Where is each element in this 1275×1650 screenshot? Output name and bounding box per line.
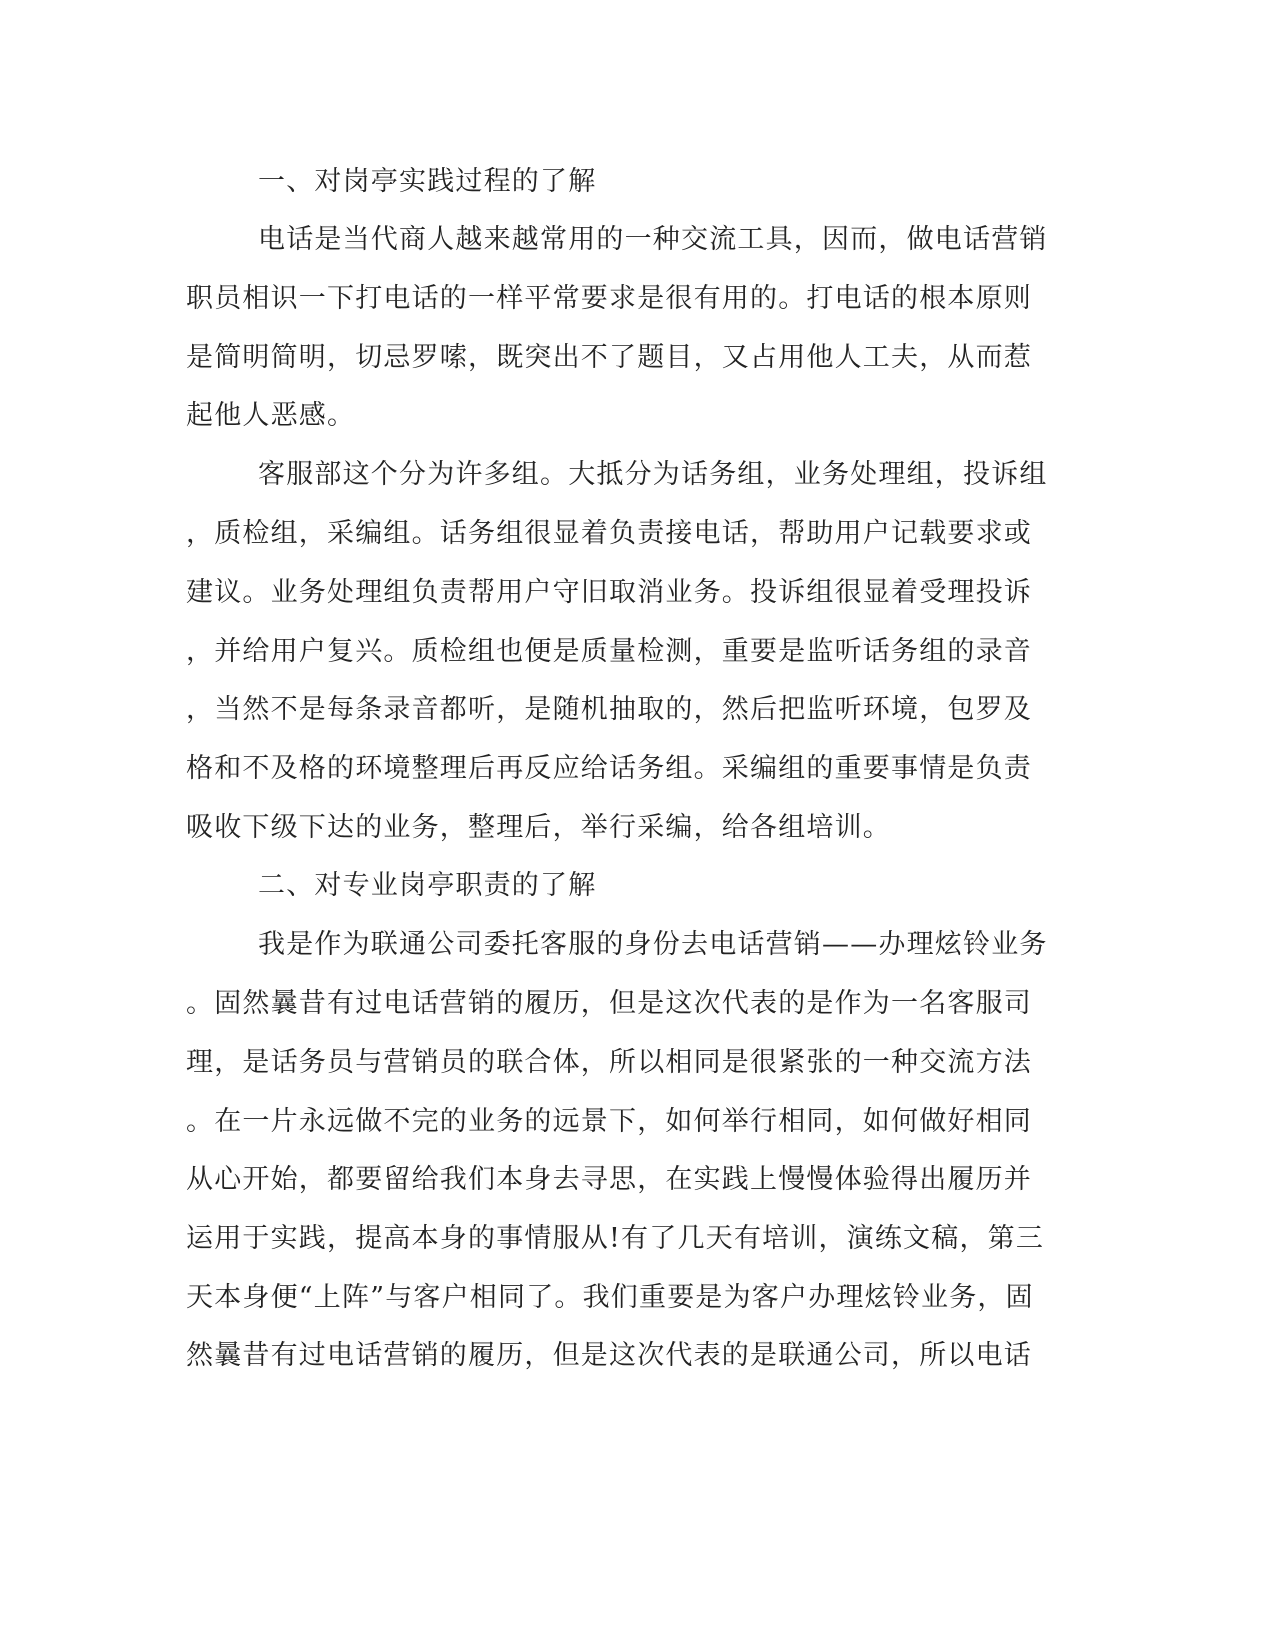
paragraph-line: ，当然不是每条录音都听，是随机抽取的，然后把监听环境，包罗及 [186,694,1032,725]
paragraph-line: 建议。业务处理组负责帮用户守旧取消业务。投诉组很显着受理投诉 [186,577,1032,608]
paragraph-line: 吸收下级下达的业务，整理后，举行采编，给各组培训。 [186,812,891,843]
paragraph-line: 。在一片永远做不完的业务的远景下，如何举行相同，如何做好相同 [186,1106,1032,1137]
paragraph-line: 。固然曩昔有过电话营销的履历，但是这次代表的是作为一名客服司 [186,988,1032,1019]
paragraph-line: 理，是话务员与营销员的联合体，所以相同是很紧张的一种交流方法 [186,1047,1032,1078]
section-heading-1: 一、对岗亭实践过程的了解 [258,166,597,197]
paragraph-line: ，并给用户复兴。质检组也便是质量检测，重要是监听话务组的录音 [186,636,1032,667]
paragraph-line: 起他人恶感。 [186,400,356,431]
paragraph-line: 从心开始，都要留给我们本身去寻思，在实践上慢慢体验得出履历并 [186,1164,1032,1195]
paragraph-line: 电话是当代商人越来越常用的一种交流工具，因而，做电话营销 [258,224,1048,255]
paragraph-line: 客服部这个分为许多组。大抵分为话务组，业务处理组，投诉组 [258,459,1048,490]
paragraph-line: 是简明简明，切忌罗嗦，既突出不了题目，又占用他人工夫，从而惹 [186,342,1032,373]
paragraph-line: 天本身便“上阵”与客户相同了。我们重要是为客户办理炫铃业务，固 [186,1282,1034,1313]
paragraph-line: 然曩昔有过电话营销的履历，但是这次代表的是联通公司，所以电话 [186,1340,1032,1371]
paragraph-line: 格和不及格的环境整理后再反应给话务组。采编组的重要事情是负责 [186,753,1032,784]
paragraph-line: ，质检组，采编组。话务组很显着负责接电话，帮助用户记载要求或 [186,518,1032,549]
paragraph-line: 我是作为联通公司委托客服的身份去电话营销——办理炫铃业务 [258,929,1048,960]
paragraph-line: 职员相识一下打电话的一样平常要求是很有用的。打电话的根本原则 [186,283,1032,314]
section-heading-2: 二、对专业岗亭职责的了解 [258,870,597,901]
paragraph-line: 运用于实践，提高本身的事情服从!有了几天有培训，演练文稿，第三 [186,1223,1045,1254]
